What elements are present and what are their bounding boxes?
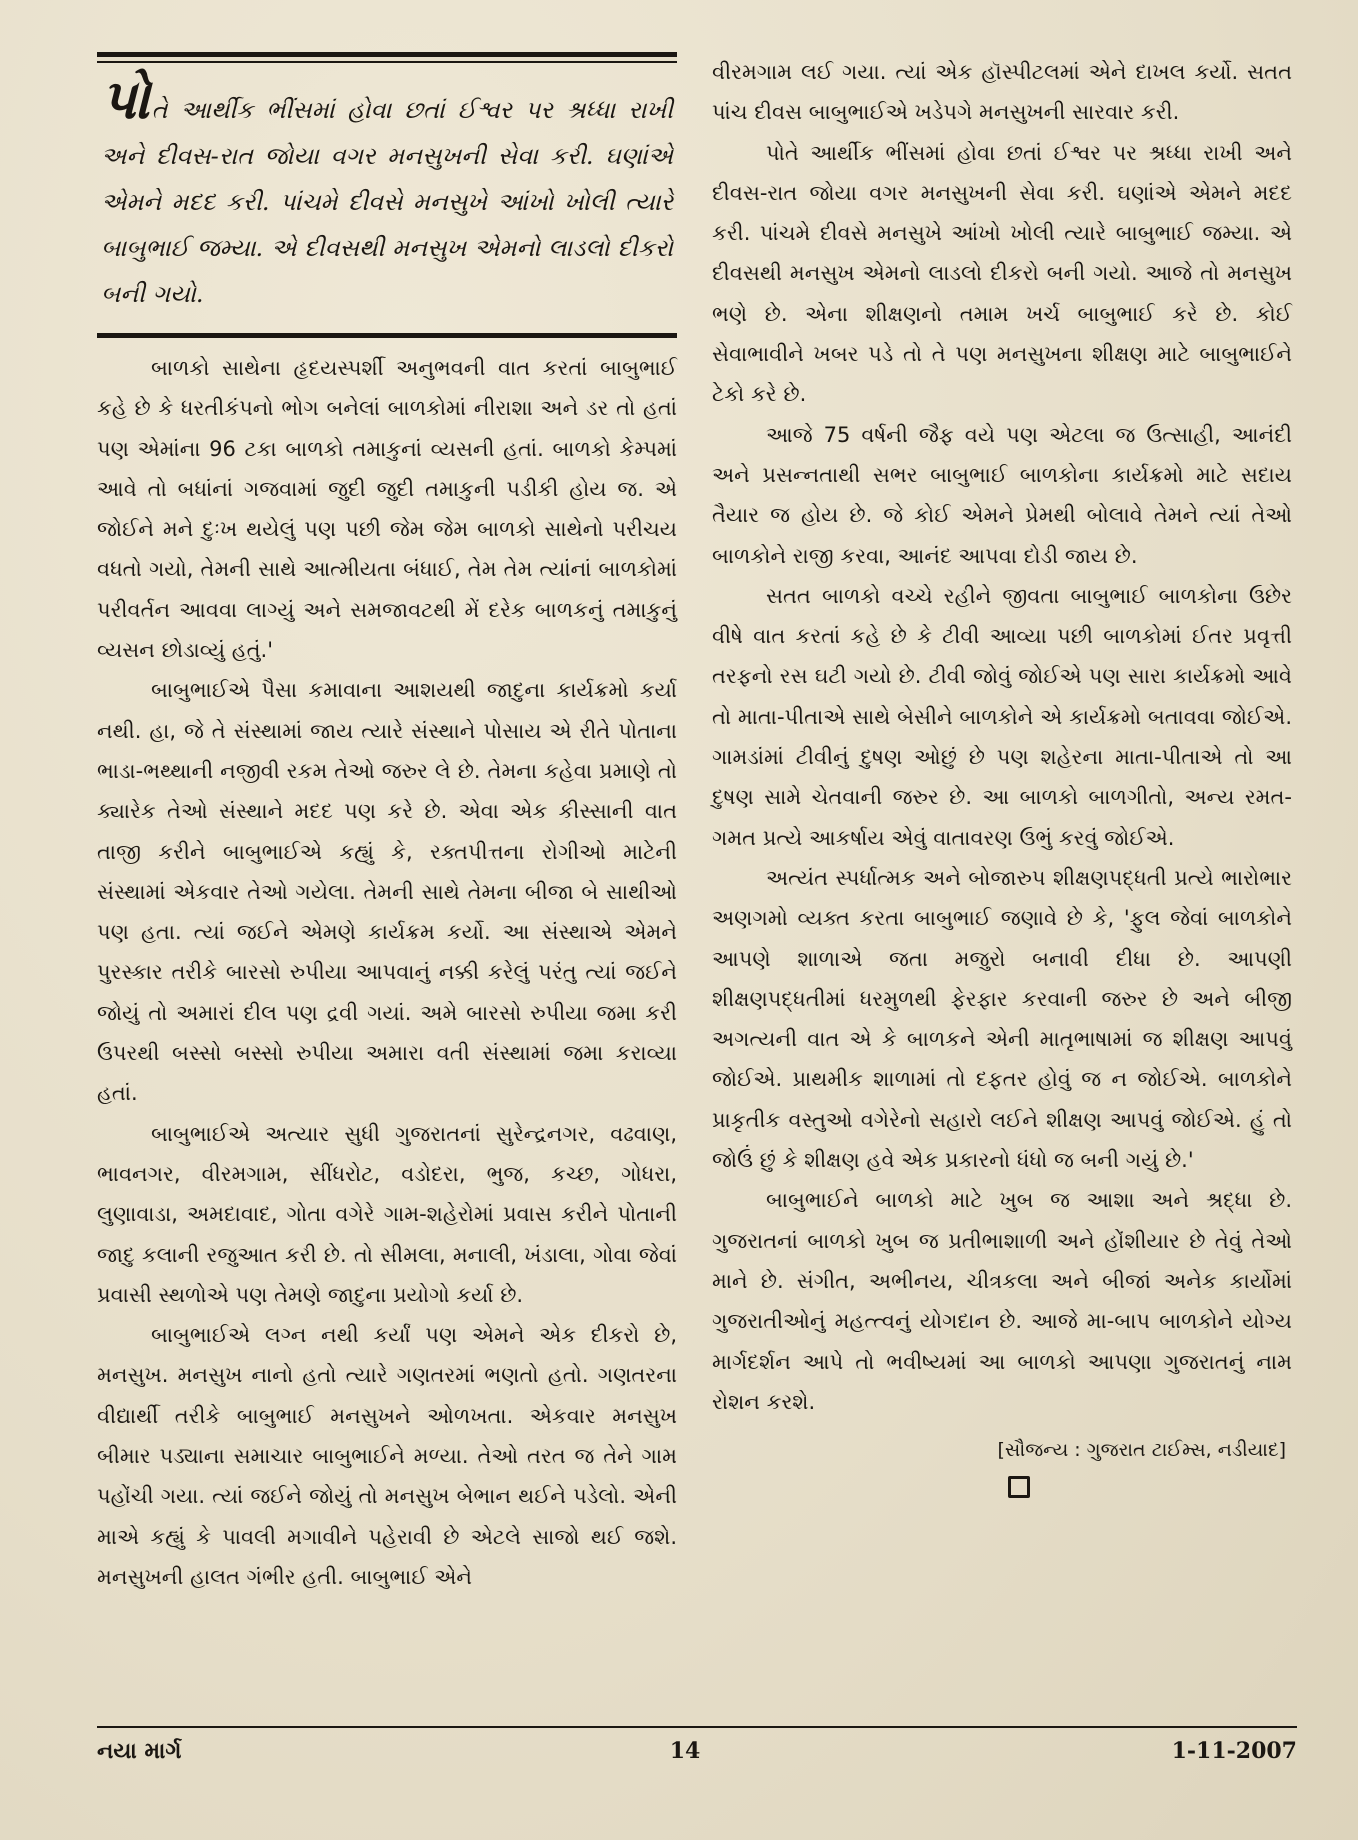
footer-rule — [97, 1726, 1297, 1728]
right-body-text — [712, 52, 1292, 1422]
end-of-article-icon — [1008, 1476, 1030, 1498]
paragraph: બાબુભાઈએ લગ્ન નથી કર્યાં પણ એમને એક દીકરો છે, મનસુખ. મનસુખ નાનો હતો ત્યારે ગણતરમાં ભણતો હતો. ગણતરના વીદ્યાર્થી તરીકે બાબુભાઈ મનસુખને ઓળખતા. એકવાર મનસુખ બીમાર પડ્યાના સમાચાર બાબુભાઈને મળ્યા. તેઓ તરત જ તેને ગામ પહોંચી ગયા. ત્યાં જઈને જોયું તો મનસુખ બેભાન થઈને પડેલો. એની માએ કહ્યું કે પાવલી મગાવીને પહેરાવી છે એટલે સાજો થઈ જશે. મનસુખની હાલત ગંભીર હતી. બાબુભાઈ એને — [97, 1323, 677, 1589]
paragraph: બાળકો સાથેના હૃદયસ્પર્શી અનુભવની વાત કરતાં બાબુભાઈ કહે છે કે ધરતીકંપનો ભોગ બનેલાં બાળકોમાં નીરાશા અને ડર તો હતાં પણ એમાંના 96 ટકા બાળકો તમાકુનાં વ્યસની હતાં. બાળકો કેમ્પમાં આવે તો બધાંનાં ગજવામાં જુદી જુદી તમાકુની પડીકી હોય જ. એ જોઈને મને દુઃખ થયેલું પણ પછી જેમ જેમ બાળકો સાથેનો પરીચય વધતો ગયો, તેમની સાથે આત્મીયતા બંધાઈ, તેમ તેમ ત્યાંનાં બાળકોમાં પરીવર્તન આવવા લાગ્યું અને સમજાવટથી મેં દરેક બાળકનું તમાકુનું વ્યસન છોડાવ્યું હતું.' — [97, 356, 677, 663]
source-credit: [સૌજન્ય : ગુજરાત ટાઈમ્સ, નડીયાદ] — [997, 1439, 1286, 1462]
paragraph-continued: વીરમગામ લઈ ગયા. ત્યાં એક હૉસ્પીટલમાં એને દાખલ કર્યો. સતત પાંચ દીવસ બાબુભાઈએ ખડેપગે મનસુખની સારવાર કરી. — [712, 60, 1292, 125]
left-column — [97, 52, 677, 1597]
paragraph: અત્યંત સ્પર્ધાત્મક અને બોજારુપ શીક્ષણપદ્ધતી પ્રત્યે ભારોભાર અણગમો વ્યક્ત કરતા બાબુભાઈ જણાવે છે કે, 'ફુલ જેવાં બાળકોને આપણે શાળાએ જતા મજુરો બનાવી દીધા છે. આપણી શીક્ષણપદ્ધતીમાં ધરમુળથી ફેરફાર કરવાની જરુર છે અને બીજી અગત્યની વાત એ કે બાળકને એની માતૃભાષામાં જ શીક્ષણ આપવું જોઈએ. પ્રાથમીક શાળામાં તો દફતર હોવું જ ન જોઈએ. બાળકોને પ્રાકૃતીક વસ્તુઓ વગેરેનો સહારો લઈને શીક્ષણ આપવું જોઈએ. હું તો જોઉં છું કે શીક્ષણ હવે એક પ્રકારનો ધંધો જ બની ગયું છે.' — [712, 865, 1292, 1173]
pull-quote — [97, 52, 677, 338]
paragraph: પોતે આર્થીક ભીંસમાં હોવા છતાં ઈશ્વર પર શ્રધ્ધા રાખી અને દીવસ-રાત જોયા વગર મનસુખની સેવા કરી. ઘણાંએ એમને મદદ કરી. પાંચમે દીવસે મનસુખે આંખો ખોલી ત્યારે બાબુભાઈ જમ્યા. એ દીવસથી મનસુખ એમનો લાડલો દીકરો બની ગયો. આજે તો મનસુખ ભણે છે. એના શીક્ષણનો તમામ ખર્ચ બાબુભાઈ કરે છે. કોઈ સેવાભાવીને ખબર પડે તો તે પણ મનસુખના શીક્ષણ માટે બાબુભાઈને ટેકો કરે છે. — [712, 140, 1292, 407]
left-body-text — [97, 348, 677, 1597]
paragraph: બાબુભાઈએ પૈસા કમાવાના આશયથી જાદુના કાર્યક્રમો કર્યા નથી. હા, જે તે સંસ્થામાં જાય ત્યારે સંસ્થાને પોસાય એ રીતે પોતાના ભાડા-ભથ્થાની નજીવી રકમ તેઓ જરુર લે છે. તેમના કહેવા પ્રમાણે તો ક્યારેક તેઓ સંસ્થાને મદદ પણ કરે છે. એવા એક કીસ્સાની વાત તાજી કરીને બાબુભાઈએ કહ્યું કે, રક્તપીત્તના રોગીઓ માટેની સંસ્થામાં એકવાર તેઓ ગયેલા. તેમની સાથે તેમના બીજા બે સાથીઓ પણ હતા. ત્યાં જઈને એમણે કાર્યક્રમ કર્યો. આ સંસ્થાએ એમને પુરસ્કાર તરીકે બારસો રુપીયા આપવાનું નક્કી કરેલું પરંતુ ત્યાં જઈને જોયું તો અમારાં દીલ પણ દ્રવી ગયાં. અમે બારસો રુપીયા જમા કરી ઉપરથી બસ્સો બસ્સો રુપીયા અમારા વતી સંસ્થામાં જમા કરાવ્યા હતાં. — [97, 678, 677, 1106]
pull-quote-text — [101, 67, 673, 317]
footer-page-number: 14 — [669, 1738, 701, 1764]
right-column — [712, 52, 1292, 1498]
pull-quote-body: તે આર્થીક ભીંસમાં હોવા છતાં ઈશ્વર પર શ્રધ્ધા રાખી અને દીવસ-રાત જોયા વગર મનસુખની સેવા કરી. ઘણાંએ એમને મદદ કરી. પાંચમે દીવસે મનસુખે આંખો ખોલી ત્યારે બાબુભાઈ જમ્યા. એ દીવસથી મનસુખ એમનો લાડલો દીકરો બની ગયો. — [101, 96, 673, 308]
paragraph: આજે 75 વર્ષની જૈફ વયે પણ એટલા જ ઉત્સાહી, આનંદી અને પ્રસન્નતાથી સભર બાબુભાઈ બાળકોના કાર્યક્રમો માટે સદાય તૈયાર જ હોય છે. જે કોઈ એમને પ્રેમથી બોલાવે તેમને ત્યાં તેઓ બાળકોને રાજી કરવા, આનંદ આપવા દોડી જાય છે. — [712, 422, 1292, 568]
paragraph: બાબુભાઈએ અત્યાર સુધી ગુજરાતનાં સુરેન્દ્રનગર, વઢવાણ, ભાવનગર, વીરમગામ, સીંધરોટ, વડોદરા, ભુજ, કચ્છ, ગોધરા, લુણાવાડા, અમદાવાદ, ગોતા વગેરે ગામ-શહેરોમાં પ્રવાસ કરીને પોતાની જાદુ કલાની રજુઆત કરી છે. તો સીમલા, મનાલી, ખંડાલા, ગોવા જેવાં પ્રવાસી સ્થળોએ પણ તેમણે જાદુના પ્રયોગો કર્યા છે. — [97, 1121, 677, 1307]
paragraph: બાબુભાઈને બાળકો માટે ખુબ જ આશા અને શ્રદ્ધા છે. ગુજરાતનાં બાળકો ખુબ જ પ્રતીભાશાળી અને હોંશીયાર છે તેવું તેઓ માને છે. સંગીત, અભીનય, ચીત્રકલા અને બીજાં અનેક કાર્યોમાં ગુજરાતીઓનું મહત્ત્વનું યોગદાન છે. આજે મા-બાપ બાળકોને યોગ્ય માર્ગદર્શન આપે તો ભવીષ્યમાં આ બાળકો આપણા ગુજરાતનું નામ રોશન કરશે. — [712, 1188, 1292, 1414]
footer-date: 1-11-2007 — [1171, 1738, 1297, 1764]
footer-publication: નયા માર્ગ — [97, 1738, 182, 1764]
pull-quote-dropcap: પો — [101, 67, 150, 131]
paragraph: સતત બાળકો વચ્ચે રહીને જીવતા બાબુભાઈ બાળકોના ઉછેર વીષે વાત કરતાં કહે છે કે ટીવી આવ્યા પછી બાળકોમાં ઈતર પ્રવૃત્તી તરફનો રસ ઘટી ગયો છે. ટીવી જોવું જોઈએ પણ સારા કાર્યક્રમો આવે તો માતા-પીતાએ સાથે બેસીને બાળકોને એ કાર્યક્રમો બતાવવા જોઈએ. ગામડાંમાં ટીવીનું દુષણ ઓછું છે પણ શહેરના માતા-પીતાએ તો આ દુષણ સામે ચેતવાની જરુર છે. આ બાળકો બાળગીતો, અન્ય રમત-ગમત પ્રત્યે આકર્ષાય એવું વાતાવરણ ઉભું કરવું જોઈએ. — [712, 583, 1292, 850]
